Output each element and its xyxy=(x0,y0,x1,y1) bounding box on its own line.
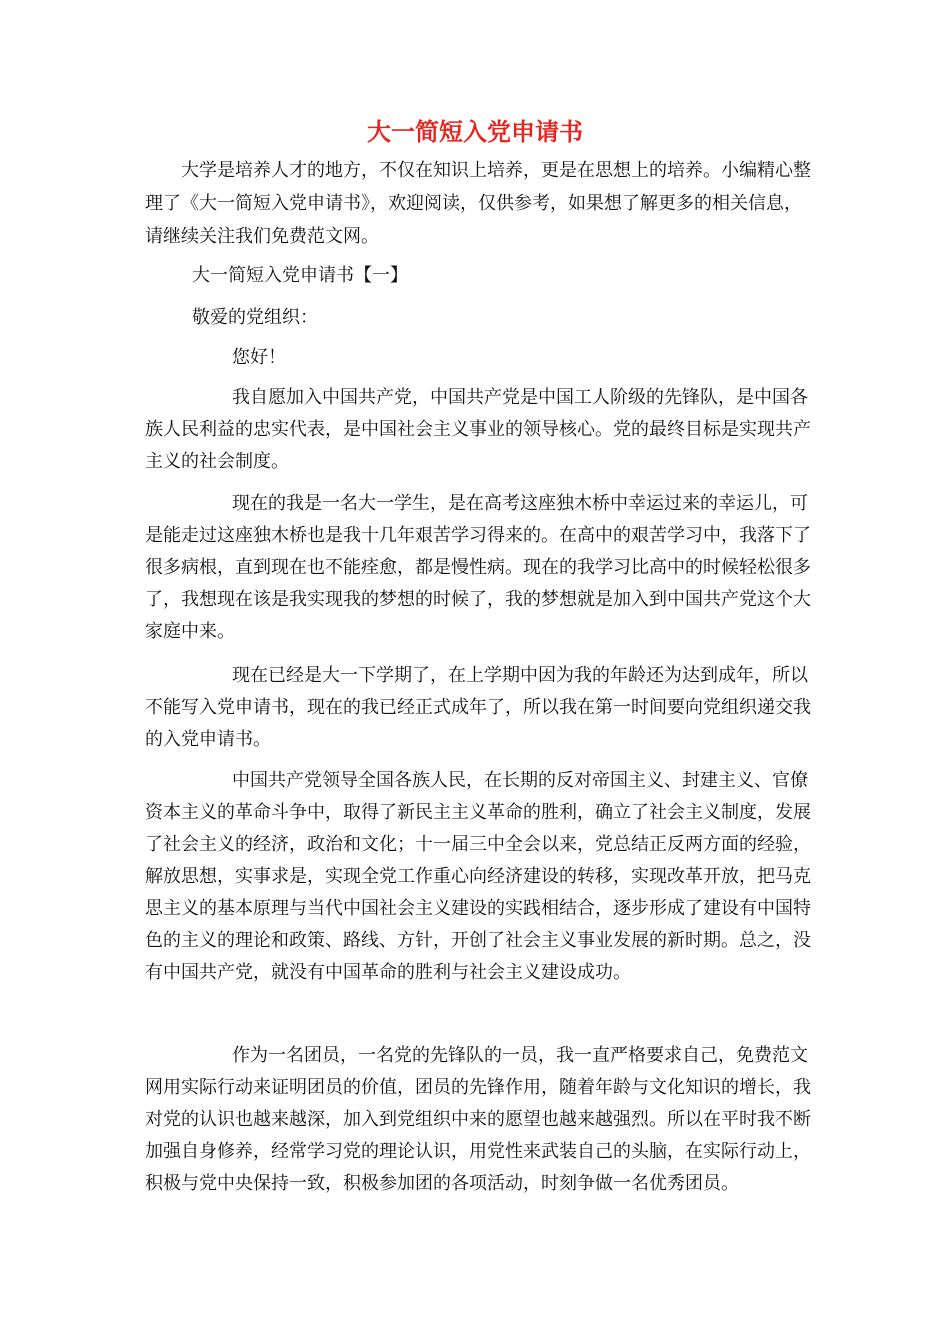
body-paragraph-1: 我自愿加入中国共产党，中国共产党是中国工人阶级的先锋队，是中国各族人民利益的忠实代表，是中国社会主义事业的领导核心。党的最终目标是实现共产主义的社会制度。 xyxy=(145,387,811,472)
section-heading: 大一简短入党申请书【一】 xyxy=(192,265,408,286)
body-paragraph-4: 中国共产党领导全国各族人民，在长期的反对帝国主义、封建主义、官僚资本主义的革命斗争中，取得了新民主主义革命的胜利，确立了社会主义制度，发展了社会主义的经济，政治和文化；十一届三中全会以来，党总结正反两方面的经验，解放思想，实事求是，实现全党工作重心向经济建设的转移，实现改革开放，把马克思主义的基本原理与当代中国社会主义建设的实践相结合，逐步形成了建设有中国特色的主义的理论和政策、路线、方针，开创了社会主义事业发展的新时期。总之，没有中国共产党，就没有中国革命的胜利与社会主义建设成功。 xyxy=(145,770,811,983)
intro-paragraph: 大学是培养人才的地方，不仅在知识上培养，更是在思想上的培养。小编精心整理了《大一简短入党申请书》，欢迎阅读，仅供参考，如果想了解更多的相关信息，请继续关注我们免费范文网。 xyxy=(145,160,811,247)
document-title: 大一简短入党申请书 xyxy=(367,118,583,146)
body-paragraph-2: 现在的我是一名大一学生，是在高考这座独木桥中幸运过来的幸运儿，可是能走过这座独木桥也是我十几年艰苦学习得来的。在高中的艰苦学习中，我落下了很多病根，直到现在也不能痊愈，都是慢性病。现在的我学习比高中的时候轻松很多了，我想现在该是我实现我的梦想的时候了，我的梦想就是加入到中国共产党这个大家庭中来。 xyxy=(145,493,811,642)
body-paragraph-5: 作为一名团员，一名党的先锋队的一员，我一直严格要求自己，免费范文网用实际行动来证明团员的价值，团员的先锋作用，随着年龄与文化知识的增长，我对党的认识也越来越深，加入到党组织中来的愿望也越来越强烈。所以在平时我不断加强自身修养，经常学习党的理论认识，用党性来武装自己的头脑，在实际行动上，积极与党中央保持一致，积极参加团的各项活动，时刻争做一名优秀团员。 xyxy=(145,1045,811,1194)
body-paragraph-3: 现在已经是大一下学期了，在上学期中因为我的年龄还为达到成年，所以不能写入党申请书，现在的我已经正式成年了，所以我在第一时间要向党组织递交我的入党申请书。 xyxy=(145,665,811,750)
greeting: 您好！ xyxy=(232,347,286,368)
salutation: 敬爱的党组织： xyxy=(192,307,318,328)
